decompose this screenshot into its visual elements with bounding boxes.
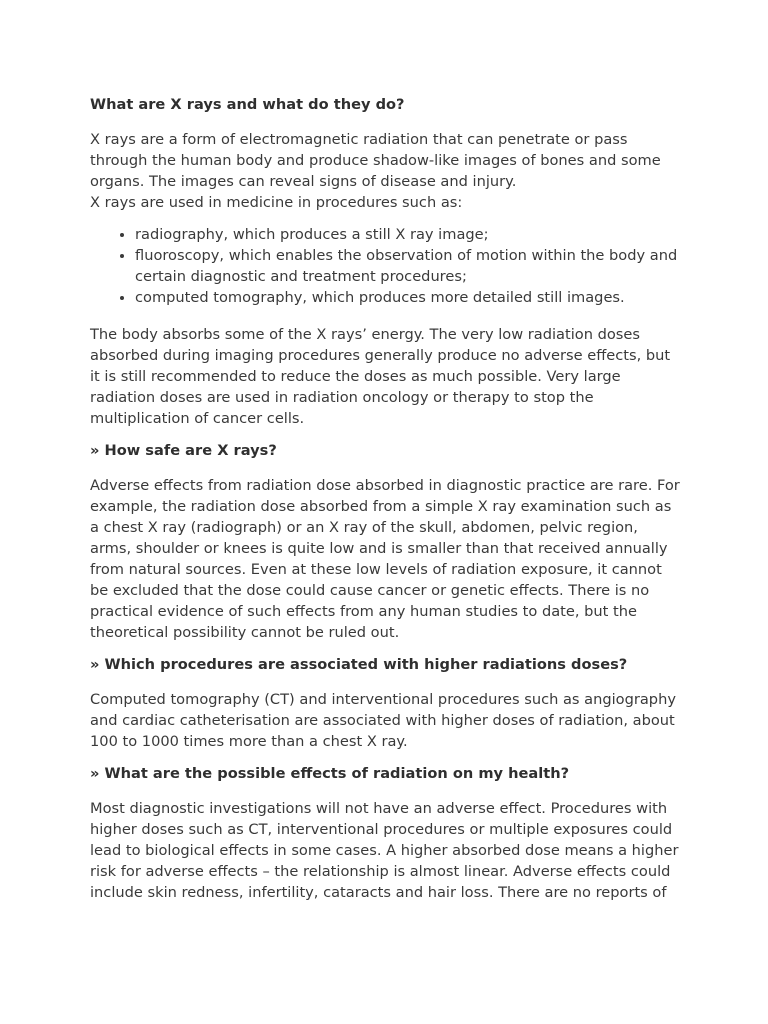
uses-list [90, 224, 680, 308]
absorption-paragraph: The body absorbs some of the X rays’ energy. The very low radiation doses absorbed during imaging procedures generally produce no adverse effects, but it is still recommended to reduce the doses as much possible. Very large radiation doses are used in radiation oncology or therapy to stop the multiplication of cancer cells. [90, 326, 671, 427]
section-body-effects: Most diagnostic investigations will not have an adverse effect. Procedures with higher doses such as CT, interventional procedures or multiple exposures could lead to biological effects in some cases. A higher absorbed dose means a higher risk for adverse effects – the relationship is almost linear. Adverse effects could include skin redness, infertility, cataracts and hair loss. There are no reports of [90, 800, 679, 901]
intro-uses-lead: X rays are used in medicine in procedures such as: [90, 194, 463, 211]
intro-paragraph [90, 129, 680, 213]
section-heading-effects: » What are the possible effects of radiation on my health? [90, 765, 570, 782]
page-title: What are X rays and what do they do? [90, 96, 405, 113]
document-page [90, 94, 680, 914]
section-body-safety: Adverse effects from radiation dose absorbed in diagnostic practice are rare. For example, the radiation dose absorbed from a simple X ray examination such as a chest X ray (radiograph) or an X ray of the skull, abdomen, pelvic region, arms, shoulder or knees is quite low and is smaller than that received annually from natural sources. Even at these low levels of radiation exposure, it cannot be excluded that the dose could cause cancer or genetic effects. There is no practical evidence of such effects from any human studies to date, but the theoretical possibility cannot be ruled out. [90, 477, 680, 641]
section-body-procedures: Computed tomography (CT) and interventional procedures such as angiography and cardiac catheterisation are associated with higher doses of radiation, about 100 to 1000 times more than a chest X ray. [90, 691, 676, 750]
list-item: • computed tomography, which produces more detailed still images. [135, 287, 680, 308]
intro-text: X rays are a form of electromagnetic radiation that can penetrate or pass through the human body and produce shadow-like images of bones and some organs. The images can reveal signs of disease and injury. [90, 131, 661, 190]
list-item: • fluoroscopy, which enables the observation of motion within the body and certain diagnostic and treatment procedures; [135, 245, 680, 287]
section-heading-safety: » How safe are X rays? [90, 442, 277, 459]
section-heading-procedures: » Which procedures are associated with higher radiations doses? [90, 656, 628, 673]
list-item: • radiography, which produces a still X ray image; [135, 224, 680, 245]
